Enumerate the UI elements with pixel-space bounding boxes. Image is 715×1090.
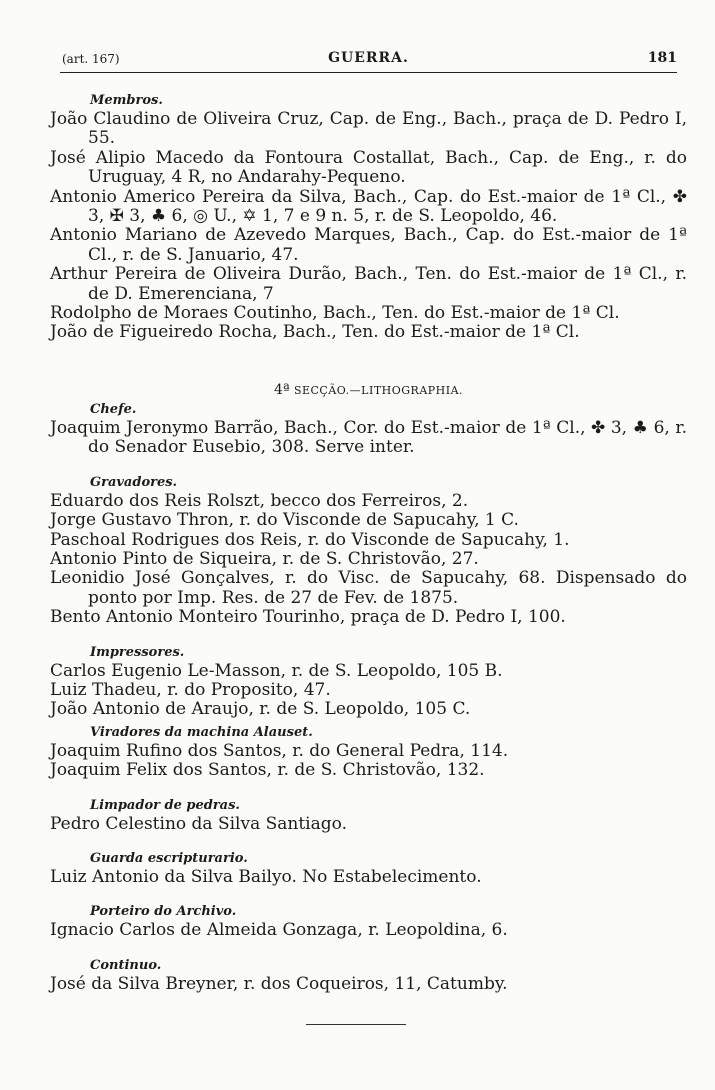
group-heading-chefe: Chefe. xyxy=(90,401,137,417)
list-item: Joaquim Rufino dos Santos, r. do General Pedra, 114. xyxy=(50,740,509,761)
list-item: José da Silva Breyner, r. dos Coqueiros, 11, Catumby. xyxy=(50,973,508,994)
list-item: Antonio Mariano de Azevedo Marques, Bach., Cap. do Est.-maior de 1ª Cl., r. de S. Januario, 47. xyxy=(50,225,687,265)
section-title xyxy=(50,380,687,401)
list-item: Arthur Pereira de Oliveira Durão, Bach., Ten. do Est.-maior de 1ª Cl., r. de D. Emerenciana, 7 xyxy=(50,264,687,304)
article-reference: (art. 167) xyxy=(62,52,120,66)
page-body xyxy=(50,92,687,994)
list-item: Joaquim Jeronymo Barrão, Bach., Cor. do Est.-maior de 1ª Cl., ✤ 3, ♣ 6, r. do Senador Eusebio, 308. Serve inter. xyxy=(50,417,687,458)
list-item: João de Figueiredo Rocha, Bach., Ten. do Est.-maior de 1ª Cl. xyxy=(50,322,580,343)
list-item: João Claudino de Oliveira Cruz, Cap. de Eng., Bach., praça de D. Pedro I, 55. xyxy=(50,109,687,149)
list-item: José Alipio Macedo da Fontoura Costallat, Bach., Cap. de Eng., r. do Uruguay, 4 R, no Andarahy-Pequeno. xyxy=(50,147,687,188)
page-header xyxy=(60,50,677,73)
group-heading-gravadores: Gravadores. xyxy=(90,474,178,490)
list-item: Bento Antonio Monteiro Tourinho, praça de D. Pedro I, 100. xyxy=(50,607,566,628)
footer-divider xyxy=(306,1024,406,1025)
list-item: Joaquim Felix dos Santos, r. de S. Christovão, 132. xyxy=(50,760,485,781)
group-heading-continuo: Continuo. xyxy=(90,957,162,973)
group-heading-porteiro: Porteiro do Archivo. xyxy=(90,904,237,920)
list-item: Luiz Thadeu, r. do Proposito, 47. xyxy=(50,679,331,700)
group-heading-viradores: Viradores da machina Alauset. xyxy=(90,724,313,740)
section-name: SECÇÃO.—LITHOGRAPHIA. xyxy=(293,383,464,397)
section-number: 4ª xyxy=(273,381,290,398)
page-number: 181 xyxy=(647,50,677,66)
list-item: Carlos Eugenio Le-Masson, r. de S. Leopoldo, 105 B. xyxy=(50,660,503,681)
list-item: Rodolpho de Moraes Coutinho, Bach., Ten. do Est.-maior de 1ª Cl. xyxy=(50,303,620,324)
list-item: Luiz Antonio da Silva Bailyo. No Estabelecimento. xyxy=(50,866,482,887)
list-item: Pedro Celestino da Silva Santiago. xyxy=(50,813,347,834)
list-item: João Antonio de Araujo, r. de S. Leopoldo, 105 C. xyxy=(50,699,471,720)
running-title: GUERRA. xyxy=(328,50,409,66)
list-item: Antonio Pinto de Siqueira, r. de S. Christovão, 27. xyxy=(50,548,479,569)
group-heading-limpador: Limpador de pedras. xyxy=(90,797,240,813)
list-item: Ignacio Carlos de Almeida Gonzaga, r. Leopoldina, 6. xyxy=(50,920,508,941)
group-heading-guarda: Guarda escripturario. xyxy=(90,850,248,866)
list-item: Antonio Americo Pereira da Silva, Bach., Cap. do Est.-maior de 1ª Cl., ✤ 3, ✠ 3, ♣ 6, ◎ U., ✡ 1, 7 e 9 n. 5, r. de S. Leopoldo, 46. xyxy=(50,186,687,227)
list-item: Leonidio José Gonçalves, r. do Visc. de Sapucahy, 68. Dispensado do ponto por Imp. Res. de 27 de Fev. de 1875. xyxy=(50,568,687,608)
group-heading-impressores: Impressores. xyxy=(90,644,185,660)
group-heading-membros: Membros. xyxy=(90,93,163,108)
list-item: Paschoal Rodrigues dos Reis, r. do Visconde de Sapucahy, 1. xyxy=(50,529,570,550)
list-item: Jorge Gustavo Thron, r. do Visconde de Sapucahy, 1 C. xyxy=(50,510,519,531)
list-item: Eduardo dos Reis Rolszt, becco dos Ferreiros, 2. xyxy=(50,490,469,511)
